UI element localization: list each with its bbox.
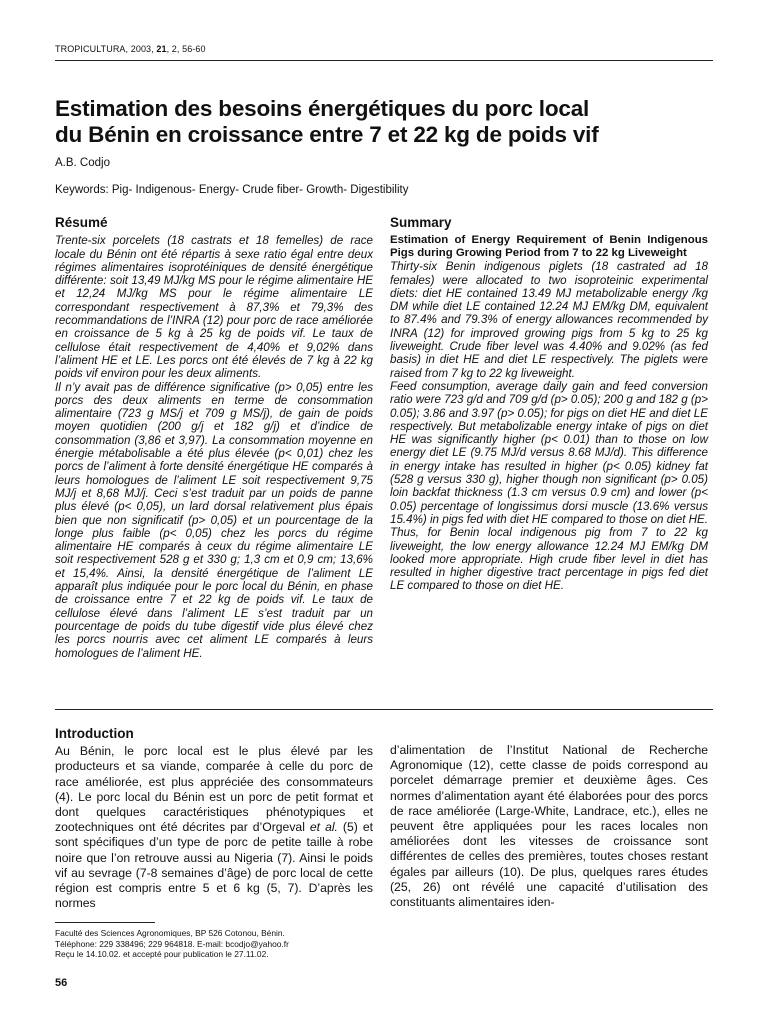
article-title — [55, 96, 695, 148]
keywords: Keywords: Pig- Indigenous- Energy- Crude fiber- Growth- Digestibility — [55, 184, 409, 196]
summary-paragraph: Feed consumption, average daily gain and feed conversion ratio were 723 g/d and 709 g/d (p> 0.05); 200 g and 182 g (p> 0.05); 3.86 and 3.97 (p> 0.05); for pigs on diet HE and diet LE respectively. But metabolizable energy intake of pigs on diet HE was significantly higher (p< 0.01) than to those on low energy diet LE (9.75 MJ/d versus 8.68 MJ/d). This difference in energy intake has resulted in higher (p< 0.05) kidney fat (528 g versus 330 g), higher though non significant (p> 0.05) loin backfat thickness (1.3 cm versus 0.9 cm) and lower (p< 0.05) percentage of longissimus dorsi muscle (13.6% versus 15.4%) in pigs fed with diet HE compared to those on diet HE. Thus, for Benin local indigenous pig from 7 to 22 kg liveweight, the low energy allowance 12.24 MJ EM/kg DM looked more appropriate. High crude fiber level in diet has resulted in higher digestive tract percentage in pigs fed diet LE compared to those on diet HE. — [390, 379, 708, 593]
summary-paragraph: Thirty-six Benin indigenous piglets (18 castrated ad 18 females) were allocated to two isoproteinic experimental diets: diet HE contained 13.49 MJ metabolizable energy /kg DM while diet LE contained 12.24 MJ EM/kg DM, equivalent to 87.4% and 79.3% of energy allowances recommended by INRA (12) for improved growing pigs from 5 kg to 25 kg liveweight. Crude fiber level was 4.40% and 9.02% (as fed basis) in diet HE and diet LE respectively. The piglets were raised from 7 kg to 22 kg liveweight. — [390, 260, 708, 380]
section-rule — [55, 709, 713, 710]
footnote — [55, 928, 289, 960]
journal-issue-pages: , 2, 56-60 — [166, 44, 206, 54]
resume-heading: Résumé — [55, 215, 108, 230]
page-number: 56 — [55, 977, 68, 989]
journal-name: TROPICULTURA, 2003, — [55, 44, 157, 54]
intro-text-part-1: Au Bénin, le porc local est le plus élevé par les producteurs et sa viande, comparée à celle du porc de race améliorée, est plus appréciée des consommateurs (4). Le porc local du Bénin est un porc de petit format et dont quelques caractéristiques phénotypiques et zootechniques ont été décrites par d’Orgeval — [55, 744, 373, 835]
footnote-rule — [55, 922, 155, 923]
title-line-2: du Bénin en croissance entre 7 et 22 kg de poids vif — [55, 122, 599, 147]
summary-section — [390, 216, 708, 593]
footnote-contact: Téléphone: 229 338496; 229 964818. E-mail: bcodjo@yahoo.fr — [55, 938, 289, 949]
author: A.B. Codjo — [55, 157, 110, 169]
title-line-1: Estimation des besoins énergétiques du porc local — [55, 96, 590, 121]
introduction-paragraph-continued: d’alimentation de l’Institut National de Recherche Agronomique (12), cette classe de poids correspond au porcelet démarrage premier et deuxième âges. Ces normes d’alimentation ayant été élaborées pour des porcs de race améliorée (Large-White, Landrace, etc.), elles ne peuvent être appliquées pour les races locales non améliorées dont les vitesses de croissance sont différentes de celles des premières, toutes choses restant égales par ailleurs (10). De plus, quelques rares études (25, 26) ont révélé une capacité d’utilisation des constituants alimentaires iden- — [390, 743, 708, 910]
introduction-left-column — [55, 726, 373, 911]
journal-volume: 21 — [156, 44, 167, 54]
resume-paragraph: Trente-six porcelets (18 castrats et 18 femelles) de race locale du Bénin ont été répartis à sexe ratio égal entre deux régimes alimentaires isoprotéiniques de densité énergétique différente: soit 13,49 MJ/kg MS pour le régime alimentaire HE et 12,24 MJ/kg MS pour le régime alimentaire LE correspondant respectivement à 87,3% et 79,3% des recommandations de l’INRA (12) pour porc de race améliorée en croissance de 5 kg à 25 kg de poids vif. Le taux de cellulose était respectivement de 4,40% et 9,02% dans l’aliment HE et LE. Les porcs ont été élevés de 7 kg à 22 kg poids vif environ pour les deux aliments. — [55, 234, 373, 381]
resume-section — [55, 216, 373, 660]
footnote-affiliation: Faculté des Sciences Agronomiques, BP 526 Cotonou, Bénin. — [55, 928, 285, 938]
summary-heading: Summary — [390, 215, 452, 230]
introduction-heading: Introduction — [55, 726, 134, 741]
intro-text-part-2: (5) et sont spécifiques d’un type de porc de petite taille à robe noire que l’on retrouve aussi au Nigeria (7). Ainsi le poids vif au sevrage (7-8 semaines d’âge) de porc local de cette région est compris entre 5 et 6 kg (5, 7). D’après les normes — [55, 820, 373, 911]
journal-header — [55, 44, 206, 54]
introduction-right-column — [390, 743, 708, 910]
footnote-received: Reçu le 14.10.02. et accepté pour publication le 27.11.02. — [55, 949, 269, 960]
top-rule — [55, 60, 713, 61]
summary-subtitle: Estimation of Energy Requirement of Benin Indigenous Pigs during Growing Period from 7 to 22 kg Liveweight — [390, 234, 708, 260]
introduction-paragraph — [55, 744, 373, 911]
resume-paragraph: Il n’y avait pas de différence significative (p> 0,05) entre les porcs des deux aliments en terme de consommation alimentaire (723 g MS/j et 709 g MS/j), de gain de poids moyen quotidien (200 g/j et 182 g/j) et d’indice de consommation (3,86 et 3,97). La consommation moyenne en énergie métabolisable a été plus élevée (p< 0,01) chez les porcs de l’aliment à forte densité énergétique HE comparés à leurs homologues de l’aliment LE soit respectivement 9,75 MJ/j et 8,68 MJ/j. Ceci s’est traduit par un poids de panne plus élevé (p< 0,05), un lard dorsal relativement plus épais bien que non significatif (p> 0,05) et un pourcentage de la longe plus faible (p< 0,05) chez les porcs du régime alimentaire HE comparés à ceux du régime alimentaire LE soit respectivement 528 g et 330 g; 1,3 cm et 0,9 cm; 13,6% et 15,4%. Ainsi, la densité énergétique de l’aliment LE apparaît plus indiquée pour le porc local du Bénin, en phase de croissance entre 7 et 22 kg de poids vif. Le taux de cellulose élevé dans l’aliment LE s’est traduit par un pourcentage de poids du tube digestif vide plus élevé chez les porcs nourris avec cet aliment LE comparés à leurs homologues de l’aliment HE. — [55, 380, 373, 660]
intro-et-al: et al. — [309, 820, 338, 835]
